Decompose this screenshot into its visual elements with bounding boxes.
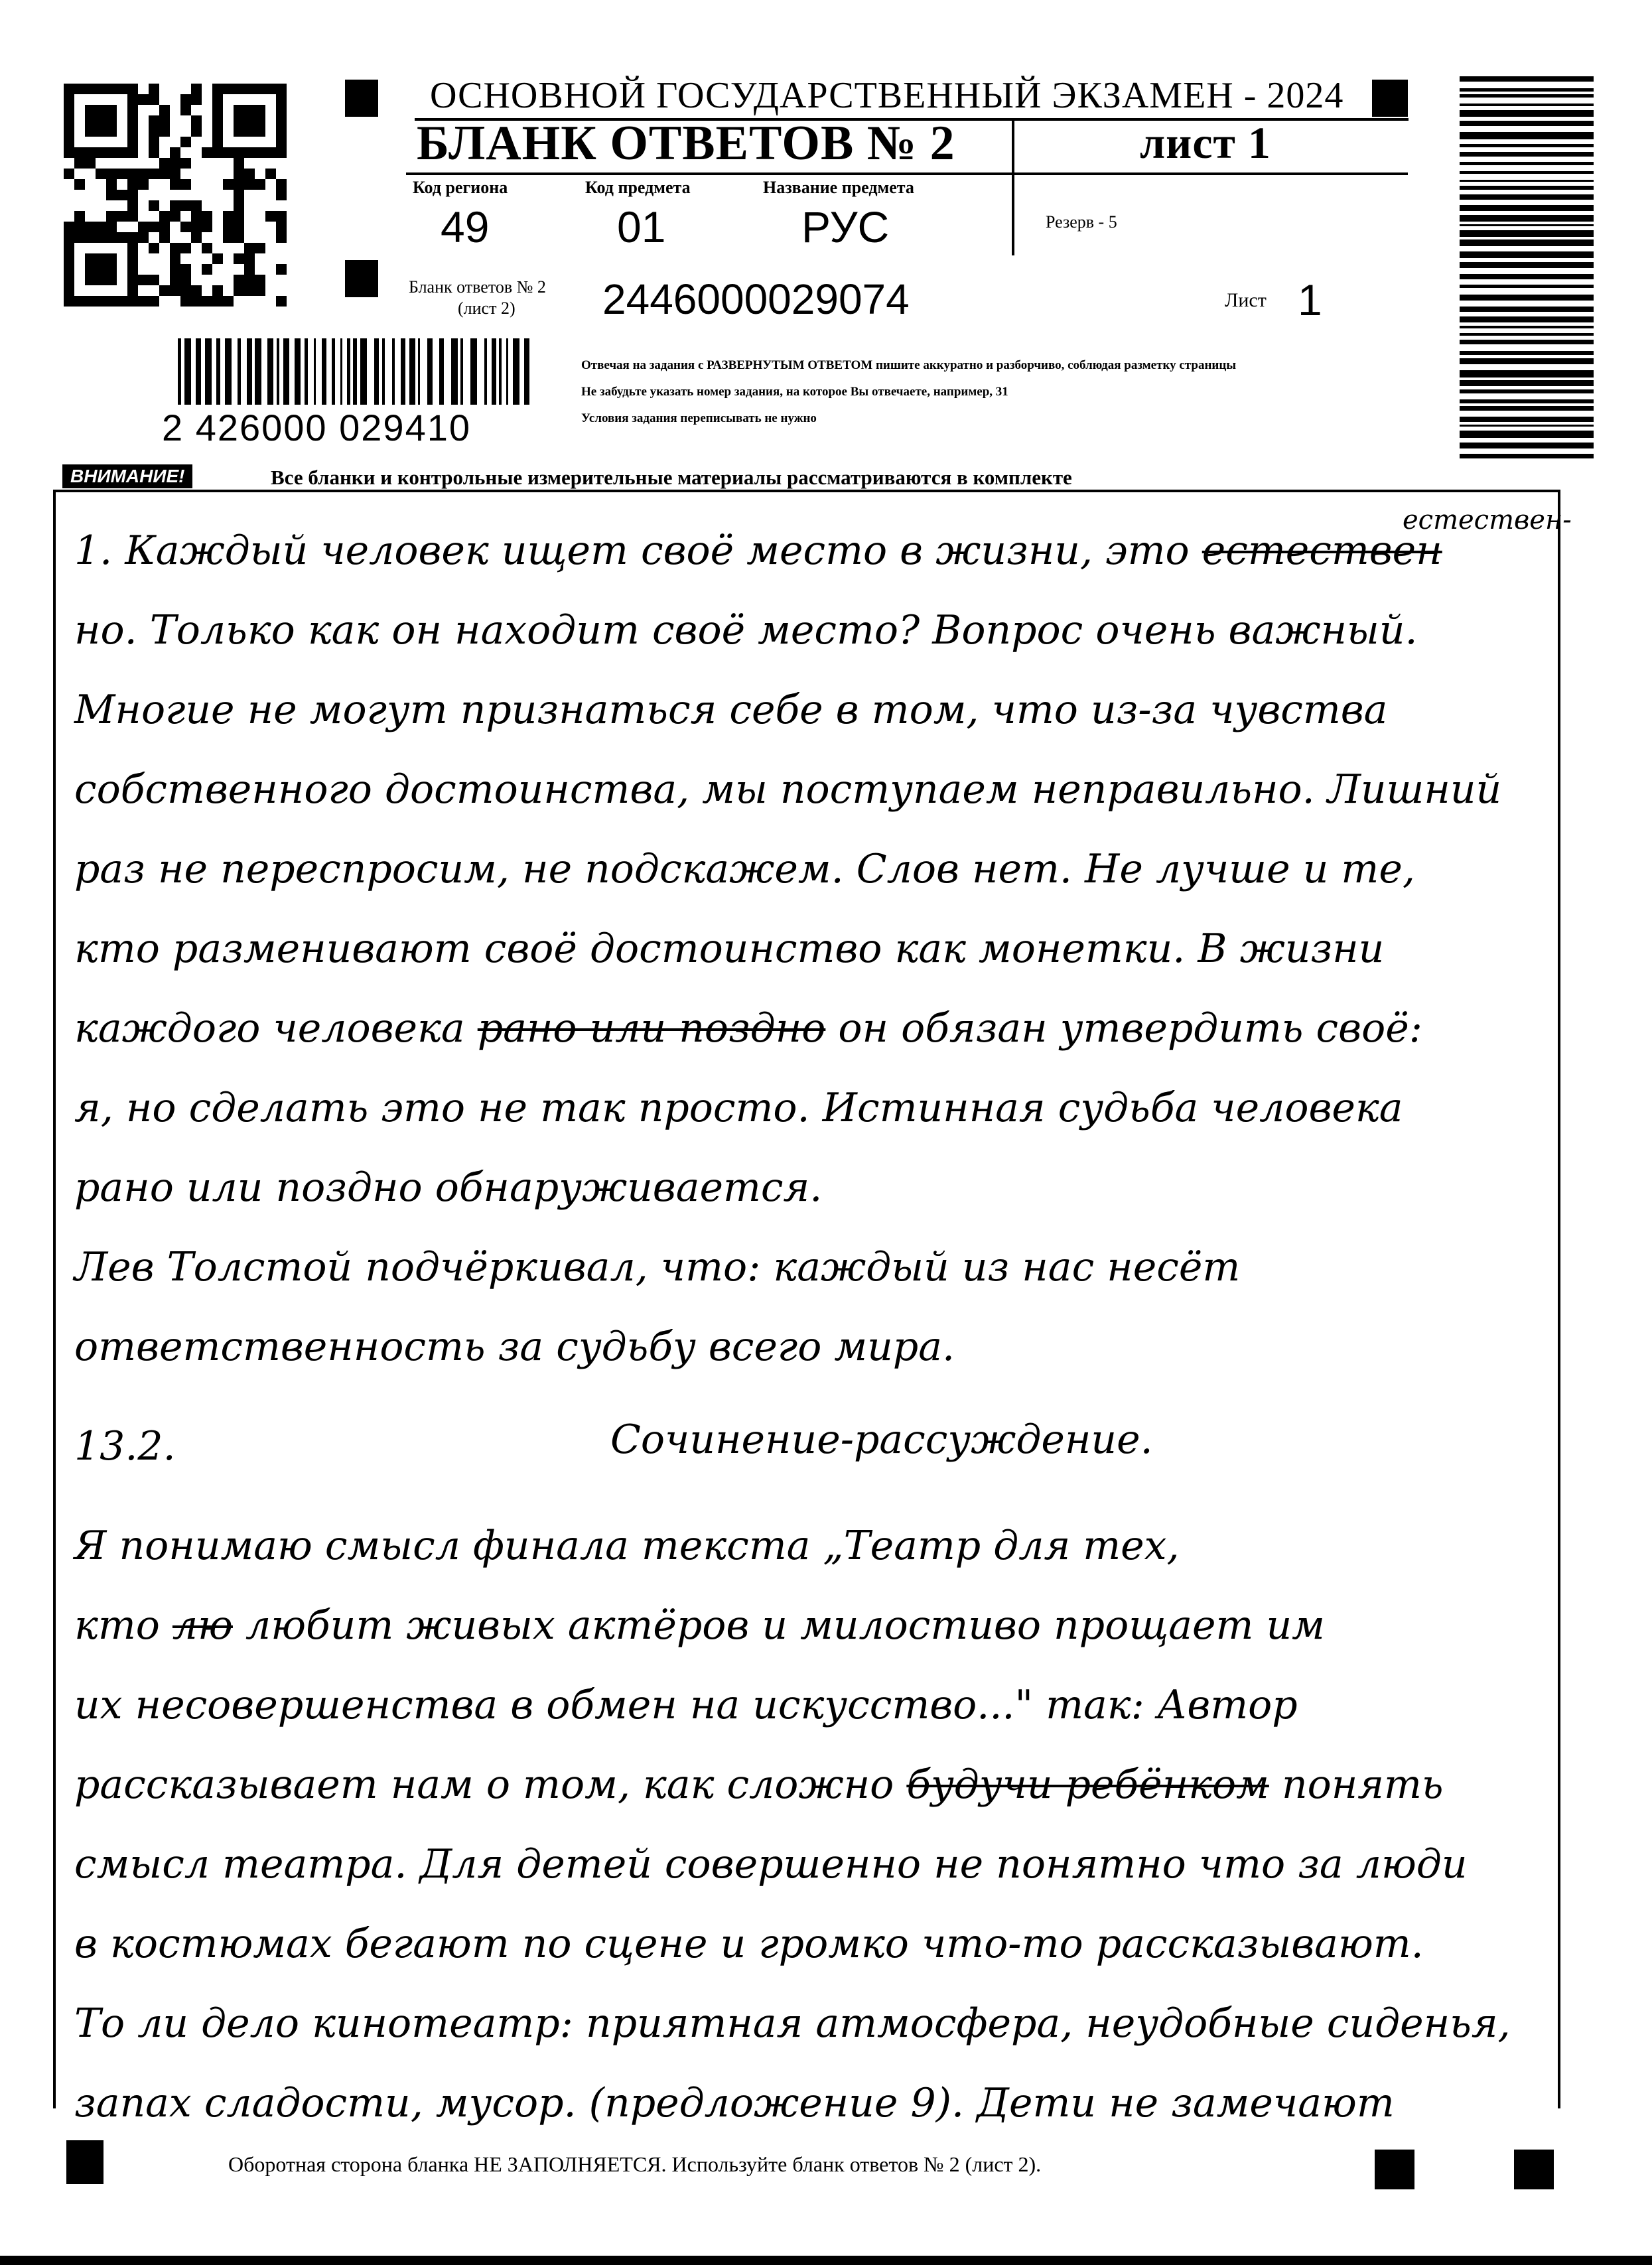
qr-code	[64, 84, 287, 307]
line-text: я, но сделать это не так просто. Истинная судьба человека	[74, 1085, 1403, 1131]
answer-line	[74, 1244, 1241, 1290]
warning-badge: ВНИМАНИЕ!	[62, 464, 192, 488]
reserve-label: Резерв - 5	[1046, 212, 1117, 232]
linked-form-label: Бланк ответов № 2	[409, 277, 546, 297]
line-text: в костюмах бегают по сцене и громко что-то рассказывают.	[74, 1921, 1424, 1967]
essay-line	[74, 1602, 1325, 1649]
struck-text: лю	[172, 1602, 233, 1649]
line-text: раз не переспросим, не подскажем. Слов нет. Не лучше и те,	[74, 846, 1415, 892]
line-text: рассказывает нам о том, как сложно	[74, 1761, 907, 1808]
sheet-title: лист 1	[1140, 117, 1271, 168]
line-text: собственного достоинства, мы поступаем неправильно. Лишний	[74, 766, 1502, 813]
line-text: их несовершенства в обмен на искусство..." так: Автор	[74, 1682, 1298, 1728]
warning-text: Все бланки и контрольные измерительные материалы рассматриваются в комплекте	[271, 466, 1072, 489]
line-text: понять	[1269, 1761, 1444, 1808]
linked-form-label: (лист 2)	[458, 299, 516, 318]
essay-line	[74, 1682, 1298, 1728]
subject-name-label: Название предмета	[763, 178, 914, 197]
line-text: Я понимаю смысл финала текста „Театр для тех,	[74, 1523, 1180, 1569]
answer-line	[74, 846, 1415, 892]
line-text: ответственность за судьбу всего мира.	[74, 1324, 955, 1370]
answer-line	[74, 1005, 1422, 1052]
line-text: он обязан утвердить своё:	[825, 1005, 1422, 1052]
instruction-line: Не забудьте указать номер задания, на которое Вы отвечаете, например, 31	[581, 385, 1008, 399]
divider	[1012, 119, 1014, 255]
line-text: кто	[74, 1602, 172, 1649]
instruction-line: Условия задания переписывать не нужно	[581, 411, 817, 425]
struck-text: рано или поздно	[477, 1005, 826, 1052]
essay-line	[74, 2000, 1511, 2047]
side-barcode	[1460, 76, 1594, 458]
subject-code-value: 01	[617, 202, 666, 251]
form-title: БЛАНК ОТВЕТОВ № 2	[417, 116, 955, 171]
line-text: То ли дело кинотеатр: приятная атмосфера, неудобные сиденья,	[74, 2000, 1511, 2047]
essay-line	[74, 1523, 1180, 1569]
answer-line	[74, 527, 1442, 574]
registration-mark	[1375, 2150, 1414, 2189]
sheet-label: Лист	[1225, 289, 1267, 311]
line-text: но. Только как он находит своё место? Вопрос очень важный.	[74, 607, 1418, 653]
divider	[406, 172, 1408, 175]
struck-text: естествен	[1202, 527, 1442, 574]
line-text: кто разменивают своё достоинство как монетки. В жизни	[74, 926, 1385, 972]
region-value: 49	[441, 202, 490, 251]
line-text: Многие не могут признаться себе в том, что из-за чувства	[74, 687, 1388, 733]
registration-mark	[345, 80, 378, 117]
registration-mark	[1372, 80, 1408, 117]
registration-mark	[66, 2140, 103, 2184]
exam-title: ОСНОВНОЙ ГОСУДАРСТВЕННЫЙ ЭКЗАМЕН - 2024	[430, 75, 1344, 116]
answer-line	[74, 1324, 955, 1370]
task-number: 13.2.	[74, 1423, 176, 1470]
essay-line	[74, 1841, 1468, 1888]
essay-line	[74, 1761, 1444, 1808]
answer-line	[74, 1085, 1403, 1131]
bottom-edge	[0, 2256, 1652, 2265]
registration-mark	[345, 260, 378, 297]
barcode	[178, 338, 536, 405]
region-label: Код региона	[413, 178, 508, 197]
line-text: смысл театра. Для детей совершенно не понятно что за люди	[74, 1841, 1468, 1888]
correction-text: естествен-	[1403, 505, 1572, 535]
line-text: запах сладости, мусор. (предложение 9). Дети не замечают	[74, 2080, 1395, 2126]
essay-title: Сочинение-рассуждение.	[610, 1416, 1153, 1463]
essay-line	[74, 2080, 1395, 2126]
answer-line	[74, 607, 1418, 653]
essay-line	[74, 1921, 1424, 1967]
line-text: Лев Толстой подчёркивал, что: каждый из нас несёт	[74, 1244, 1241, 1290]
barcode-number: 2 426000 029410	[162, 407, 471, 448]
struck-text: будучи ребёнком	[906, 1761, 1269, 1808]
linked-form-number: 2446000029074	[602, 275, 910, 323]
footer-note: Оборотная сторона бланка НЕ ЗАПОЛНЯЕТСЯ. Используйте бланк ответов № 2 (лист 2).	[228, 2152, 1042, 2176]
answer-line	[74, 1164, 823, 1211]
line-text: каждого человека	[74, 1005, 478, 1052]
sheet-value: 1	[1298, 275, 1322, 324]
subject-name-value: РУС	[801, 202, 890, 251]
answer-line	[74, 926, 1385, 972]
line-text: любит живых актёров и милостиво прощает им	[232, 1602, 1325, 1649]
line-text: 1. Каждый человек ищет своё место в жизни, это	[74, 527, 1202, 574]
answer-line	[74, 687, 1388, 733]
registration-mark	[1514, 2150, 1554, 2189]
subject-code-label: Код предмета	[585, 178, 691, 197]
line-text: рано или поздно обнаруживается.	[74, 1164, 823, 1211]
instruction-line: Отвечая на задания с РАЗВЕРНУТЫМ ОТВЕТОМ пишите аккуратно и разборчиво, соблюдая разметку страницы	[581, 358, 1237, 372]
answer-line	[74, 766, 1502, 813]
